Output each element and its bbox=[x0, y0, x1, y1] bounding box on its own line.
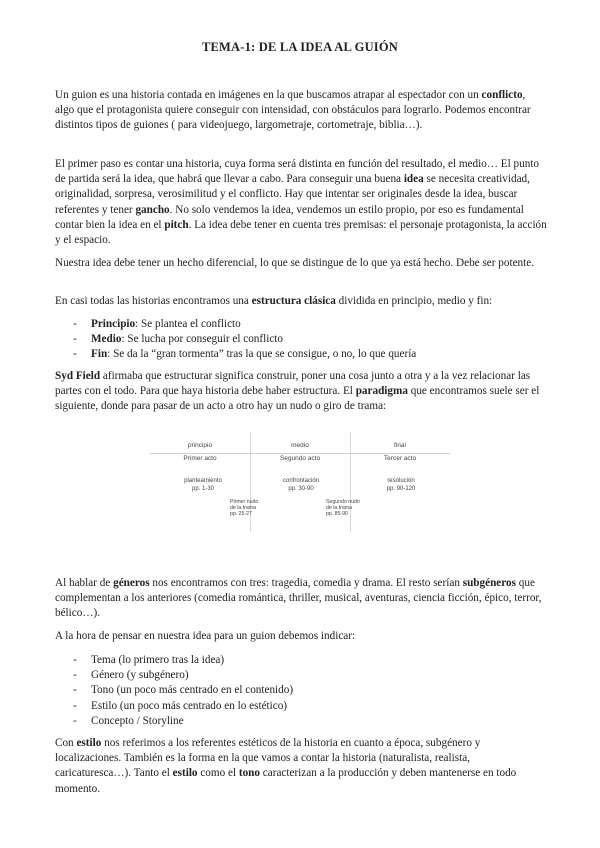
plot-point-pages: pp. 25-27 bbox=[230, 511, 252, 517]
text: . No solo vendemos la idea, vendemos un estilo propio, por eso es fundamental contar bien la idea en el bbox=[55, 203, 524, 231]
text: : Se plantea el conflicto bbox=[135, 318, 241, 330]
text: nos referimos a los referentes estéticos de la historia en cuanto a época, subgénero y localizaciones. También es la forma en la que vamos a contar la historia (naturalista, realista, caricaturesca…). Tanto el bbox=[55, 737, 481, 780]
plot-point-line: Segundo nudo bbox=[326, 499, 360, 505]
bold-term: géneros bbox=[113, 577, 150, 589]
bold-term: Principio bbox=[91, 318, 136, 330]
text: como el bbox=[197, 767, 239, 780]
bold-term: Fin bbox=[91, 348, 108, 361]
act-name: medio bbox=[291, 442, 309, 449]
text: nos encontramos con tres: tragedia, comedia y drama. El resto serían bbox=[149, 577, 463, 589]
page-title: TEMA-1: DE LA IDEA AL GUIÓN bbox=[201, 40, 399, 54]
three-act-structure-diagram bbox=[150, 432, 450, 532]
text: que encontramos suele ser el siguiente, donde para pasar de un acto a otro hay un nudo o giro de trama: bbox=[55, 385, 540, 413]
idea-list bbox=[55, 653, 547, 729]
act-title: Primer acto bbox=[183, 455, 217, 462]
paragraph-indicate: A la hora de pensar en nuestra idea para un guion debemos indicar: bbox=[55, 630, 356, 642]
text: caracterizan a la producción y deben mantenerse en todo momento. bbox=[55, 767, 517, 795]
act-title: Segundo acto bbox=[279, 455, 321, 462]
act-phase bbox=[256, 478, 346, 493]
paragraph-structure bbox=[55, 294, 547, 309]
list-item bbox=[55, 317, 547, 332]
act-phase bbox=[158, 478, 248, 493]
bold-term: idea bbox=[403, 173, 424, 186]
act-phase bbox=[356, 478, 446, 493]
text: : Se lucha por conseguir el conflicto bbox=[121, 333, 283, 346]
paragraph-conflict bbox=[55, 88, 547, 134]
phase-name: resolución bbox=[387, 478, 415, 484]
plot-point bbox=[230, 499, 280, 517]
structure-list bbox=[55, 317, 547, 363]
text: Al hablar de bbox=[55, 577, 114, 589]
act-title: Tercer acto bbox=[383, 455, 417, 462]
bold-term: estilo bbox=[172, 767, 198, 780]
text: : Se da la “gran tormenta” tras la que se consigue, o no, lo que quería bbox=[107, 348, 417, 361]
plot-point-line: de la trama bbox=[230, 505, 256, 511]
phase-name: confrontación bbox=[282, 478, 320, 484]
bold-term: Medio bbox=[91, 333, 122, 346]
bold-term: conflicto bbox=[481, 89, 523, 101]
bold-term: estructura clásica bbox=[251, 295, 336, 307]
text: se necesita creatividad, originalidad, sorpresa, verosimilitud y el conflicto. Hay que intentar ser originales desde la idea, buscar referentes y tener bbox=[55, 173, 530, 216]
bold-term: tono bbox=[238, 767, 260, 780]
paragraph-style bbox=[55, 736, 547, 797]
plot-point-line: de la trama bbox=[326, 505, 352, 511]
list-item: - Concepto / Storyline bbox=[55, 714, 547, 729]
text: En casi todas las historias encontramos una bbox=[55, 295, 252, 307]
text: afirmaba que estructurar significa construir, poner una cosa junto a otra y a la vez relacionar las partes con el todo. Para que haya historia debe haber estructura. El bbox=[55, 370, 531, 398]
bold-term: Syd Field bbox=[55, 370, 101, 382]
bold-term: estilo bbox=[76, 737, 102, 749]
paragraph-differential: Nuestra idea debe tener un hecho diferencial, lo que se distingue de lo que ya está hecho. Debe ser potente. bbox=[55, 257, 535, 269]
act-name: final bbox=[394, 442, 406, 449]
list-item bbox=[55, 332, 547, 347]
phase-pages: pp. 90-120 bbox=[386, 485, 416, 492]
paragraph-syd-field bbox=[55, 369, 547, 415]
text: dividida en principio, medio y fin: bbox=[335, 295, 493, 307]
text: , algo que el protagonista quiere conseguir con intensidad, con obstáculos para lograrlo. Podemos encontrar distintos tipos de guiones ( para videojuego, largometraje, cortometraje, biblia…). bbox=[55, 89, 531, 132]
text: Con bbox=[55, 737, 77, 749]
list-item: - Tono (un poco más centrado en el contenido) bbox=[55, 683, 547, 698]
plot-point-line: Primer nudo bbox=[230, 499, 259, 505]
bold-term: gancho bbox=[135, 203, 170, 216]
list-item: - Género (y subgénero) bbox=[55, 668, 547, 683]
list-item: - Estilo (un poco más centrado en lo estético) bbox=[55, 699, 547, 714]
divider bbox=[150, 453, 450, 454]
list-item bbox=[55, 347, 547, 362]
phase-pages: pp. 1-30 bbox=[191, 485, 215, 492]
bold-term: subgéneros bbox=[462, 577, 516, 589]
phase-name: planteamiento bbox=[184, 478, 222, 484]
plot-point bbox=[326, 499, 376, 517]
act-name: principio bbox=[187, 442, 213, 449]
text: . La idea debe tener en cuenta tres premisas: el personaje protagonista, la acción y el espacio. bbox=[55, 218, 547, 247]
bold-term: paradigma bbox=[355, 385, 408, 398]
phase-pages: pp. 30-90 bbox=[288, 485, 314, 492]
paragraph-genres bbox=[55, 576, 547, 622]
text: Un guion es una historia contada en imágenes en la que buscamos atrapar al espectador con un bbox=[55, 89, 482, 101]
plot-point-pages: pp. 85-90 bbox=[326, 511, 348, 517]
list-item: - Tema (lo primero tras la idea) bbox=[55, 653, 547, 668]
bold-term: pitch bbox=[164, 218, 189, 231]
text: El primer paso es contar una historia, cuya forma será distinta en función del resultado, el medio… El punto de partida será la idea, que habrá que llevar a cabo. Para conseguir una buena bbox=[55, 158, 540, 186]
text: que complementan a los anteriores (comedia romántica, thriller, musical, aventuras, ciencia ficción, épico, terror, bélico…). bbox=[55, 577, 542, 620]
paragraph-idea bbox=[55, 157, 547, 248]
